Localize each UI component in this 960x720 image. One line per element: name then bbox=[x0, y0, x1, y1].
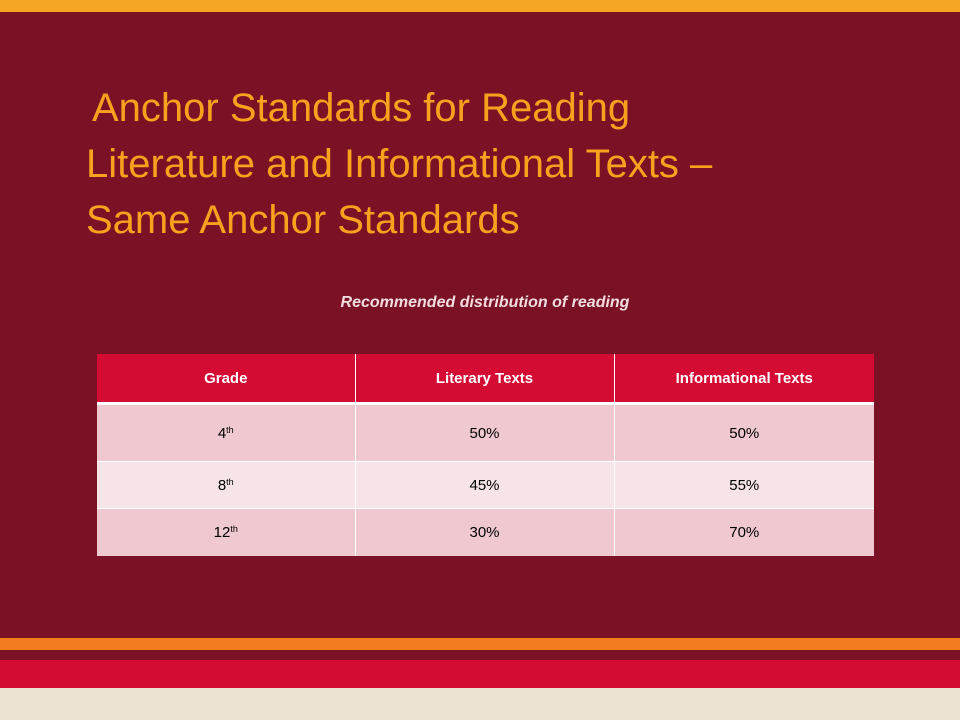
literary-cell: 45% bbox=[355, 462, 614, 509]
header-grade: Grade bbox=[97, 354, 355, 404]
title-line-1: Anchor Standards for Reading bbox=[92, 86, 631, 130]
informational-cell: 70% bbox=[614, 509, 874, 557]
title-line-2: Literature and Informational Texts – bbox=[86, 142, 713, 186]
footer-orange-band bbox=[0, 638, 960, 650]
literary-cell: 30% bbox=[355, 509, 614, 557]
table-header-row bbox=[97, 354, 874, 404]
informational-cell: 55% bbox=[614, 462, 874, 509]
slide-title bbox=[86, 80, 906, 248]
grade-cell: 4th bbox=[97, 404, 355, 462]
grade-cell: 12th bbox=[97, 509, 355, 557]
top-accent-bar bbox=[0, 0, 960, 12]
header-informational-texts: Informational Texts bbox=[614, 354, 874, 404]
informational-cell: 50% bbox=[614, 404, 874, 462]
table-row bbox=[97, 462, 874, 509]
title-line-3: Same Anchor Standards bbox=[86, 198, 520, 242]
table-row bbox=[97, 404, 874, 462]
table-row bbox=[97, 509, 874, 557]
header-literary-texts: Literary Texts bbox=[355, 354, 614, 404]
grade-cell: 8th bbox=[97, 462, 355, 509]
footer-dark-band bbox=[0, 650, 960, 660]
literary-cell: 50% bbox=[355, 404, 614, 462]
reading-distribution-table bbox=[97, 354, 874, 556]
table-caption: Recommended distribution of reading bbox=[340, 294, 630, 311]
footer-cream-band bbox=[0, 688, 960, 720]
footer-red-band bbox=[0, 660, 960, 688]
